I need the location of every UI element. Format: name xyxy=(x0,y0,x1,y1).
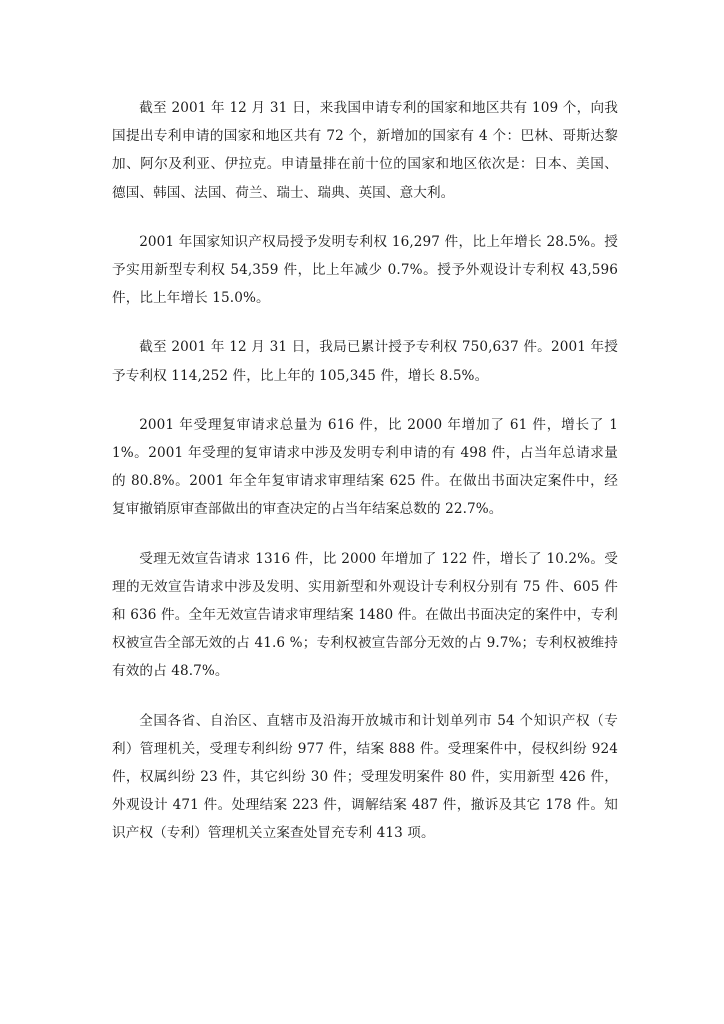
paragraph-disputes: 全国各省、自治区、直辖市及沿海开放城市和计划单列市 54 个知识产权（专利）管理机关，受理专利纠纷 977 件，结案 888 件。受理案件中，侵权纠纷 924 件，权属纠纷 23 件，其它纠纷 30 件；受理发明案件 80 件，实用新型 426 件，外观设计 471 件。处理结案 223 件，调解结案 487 件，撤诉及其它 178 件。知识产权（专利）管理机关立案查处冒充专利 413 项。 xyxy=(112,712,618,842)
paragraph-cumulative-grants: 截至 2001 年 12 月 31 日，我局已累计授予专利权 750,637 件。2001 年授予专利权 114,252 件，比上年的 105,345 件，增长 8.5%。 xyxy=(112,339,618,384)
paragraph-invalidation: 受理无效宣告请求 1316 件，比 2000 年增加了 122 件，增长了 10.2%。受理的无效宣告请求中涉及发明、实用新型和外观设计专利权分别有 75 件、605 件和 636 件。全年无效宣告请求审理结案 1480 件。在做出书面决定的案件中，专利权被宣告全部无效的占 41.6 %；专利权被宣告部分无效的占 9.7%；专利权被维持有效的占 48.7%。 xyxy=(112,550,618,680)
paragraph-reexamination: 2001 年受理复审请求总量为 616 件，比 2000 年增加了 61 件，增长了 11%。2001 年受理的复审请求中涉及发明专利申请的有 498 件，占当年总请求量的 80.8%。2001 年全年复审请求审理结案 625 件。在做出书面决定案件中，经复审撤销原审查部做出的审查决定的占当年结案总数的 22.7%。 xyxy=(112,416,618,518)
paragraph-foreign-applications: 截至 2001 年 12 月 31 日，来我国申请专利的国家和地区共有 109 个，向我国提出专利申请的国家和地区共有 72 个，新增加的国家有 4 个：巴林、哥斯达黎加、阿尔及利亚、伊拉克。申请量排在前十位的国家和地区依次是：日本、美国、德国、韩国、法国、荷兰、瑞士、瑞典、英国、意大利。 xyxy=(112,100,618,201)
document-body xyxy=(112,94,618,869)
paragraph-2001-grants: 2001 年国家知识产权局授予发明专利权 16,297 件，比上年增长 28.5%。授予实用新型专利权 54,359 件，比上年减少 0.7%。授予外观设计专利权 43,596 件，比上年增长 15.0%。 xyxy=(112,233,618,307)
